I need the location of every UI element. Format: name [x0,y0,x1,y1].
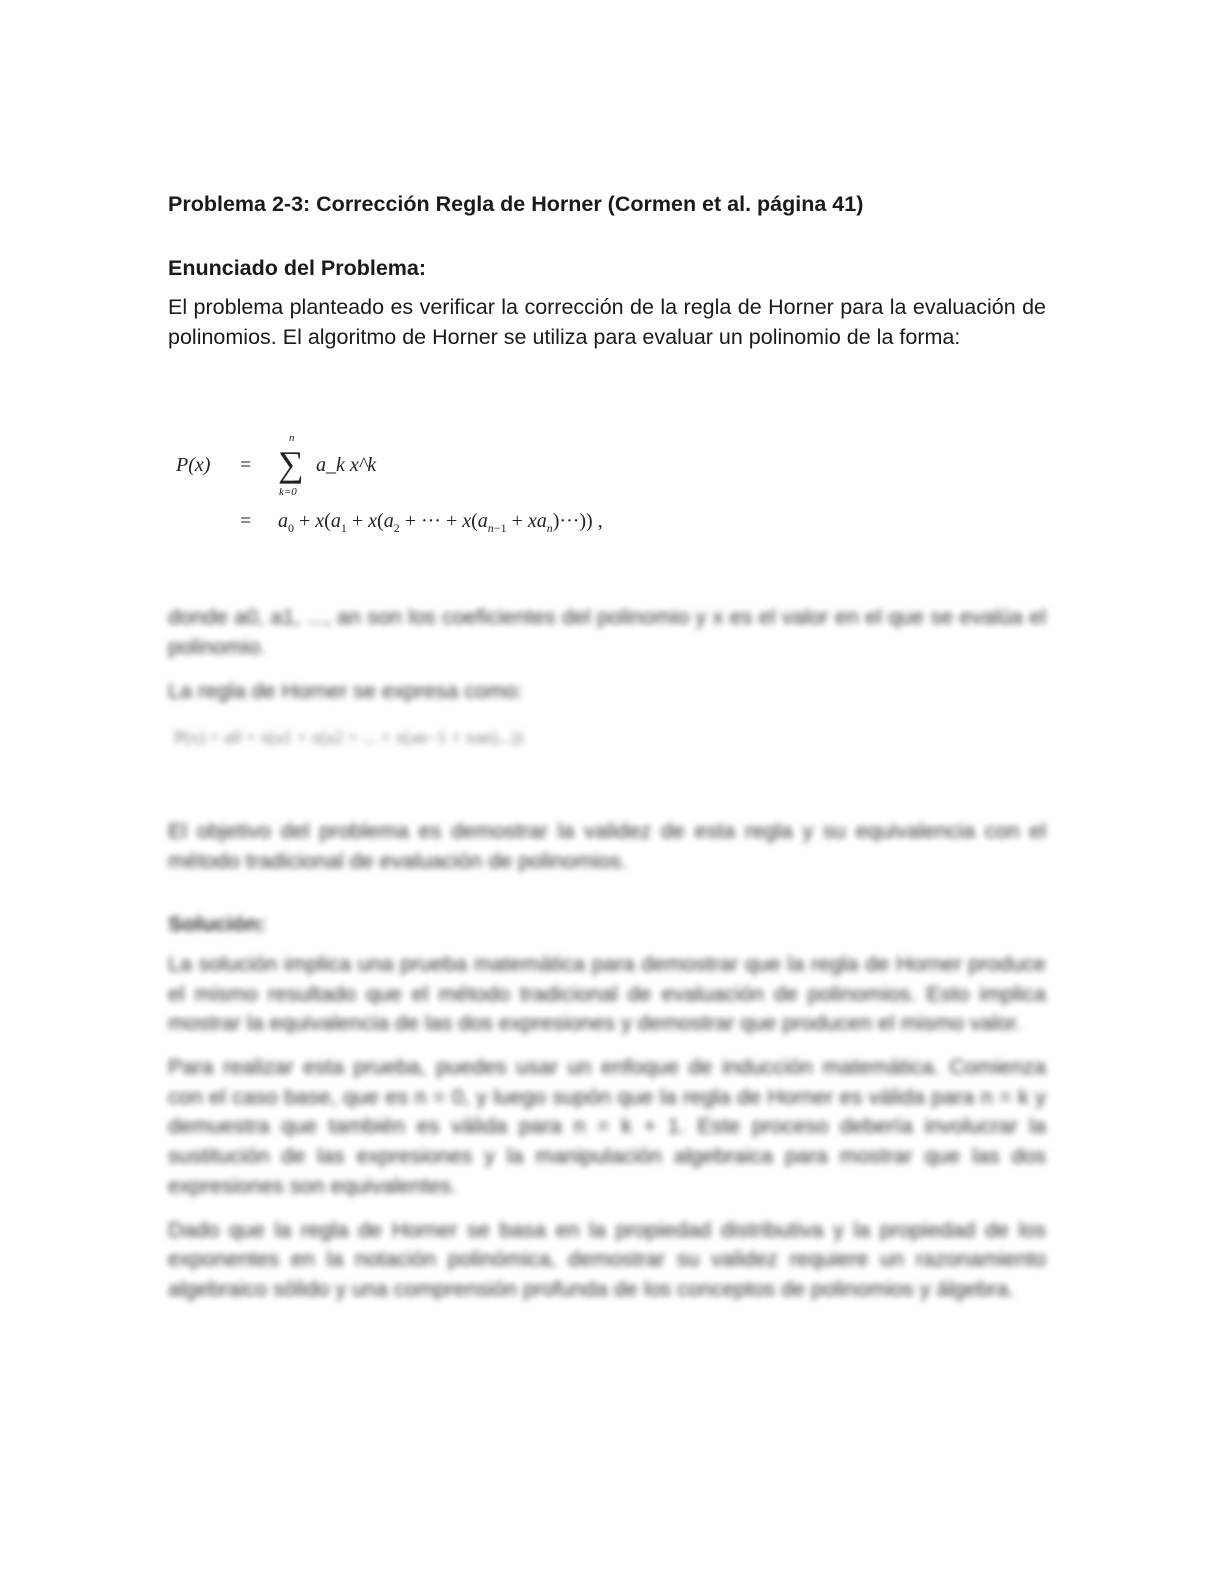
rule-formula: P(x) = a0 + x(a1 + x(a2 + ... + x(an−1 + xan)...)) [174,727,523,748]
rule-intro: La regla de Horner se expresa como: [168,679,523,704]
page-title: Problema 2-3: Corrección Regla de Horner (Cormen et al. página 41) [168,192,864,216]
statement-paragraph: El problema planteado es verificar la corrección de la regla de Horner para la evaluación de polinomios. El algoritmo de Horner se utiliza para evaluar un polinomio de la forma: [168,295,1046,349]
solution-paragraph-1: La solución implica una prueba matemática para demostrar que la regla de Horner produce el mismo resultado que el método tradicional de evaluación de polinomios. Esto implica mostrar la equivalencia de las dos expresiones y demostrar que producen el mismo valor. [168,951,1046,1036]
sum-lower-limit: k=0 [279,486,297,498]
equation-rhs: $a_0 + x(a_1 + x(a_2$ + ··· + $x(a_{n-1} + xa_n)\cdot\cdot\cdot$)) , [278,510,603,535]
solution-heading: Solución: [168,912,266,937]
sum-term: a_k x^k [316,454,377,476]
equation-lhs: P(x) [176,454,211,476]
blurred-content [168,603,1046,1305]
equation-equals-1: = [240,454,252,476]
horner-equation [176,432,776,542]
solution-paragraph-3: Dado que la regla de Horner se basa en la propiedad distributiva y la propiedad de los exponentes en la notación polinómica, demostrar su validez requiere un razonamiento algebraico sólido y una comprensión profunda de los conceptos de polinomios y álgebra. [168,1217,1046,1301]
solution-paragraph-2: Para realizar esta prueba, puedes usar un enfoque de inducción matemática. Comienza con el caso base, que es n = 0, y luego supón que la regla de Horner es válida para n = k y demuestra que también es válida para n = k + 1. Este proceso debería involucrar la sustitución de las expresiones y la manipulación algebraica para mostrar que las dos expresiones son equivalentes. [168,1055,1046,1198]
statement-heading: Enunciado del Problema: [168,256,427,280]
coefficients-paragraph: donde a0, a1, ..., an son los coeficientes del polinomio y x es el valor en el que se evalúa el polinomio. [168,605,1046,659]
sum-upper-limit: n [289,432,295,444]
equation-equals-2: = [240,510,252,532]
objective-paragraph: El objetivo del problema es demostrar la validez de esta regla y su equivalencia con el método tradicional de evaluación de polinomios. [168,818,1046,873]
sigma-icon: ∑ [278,444,304,484]
